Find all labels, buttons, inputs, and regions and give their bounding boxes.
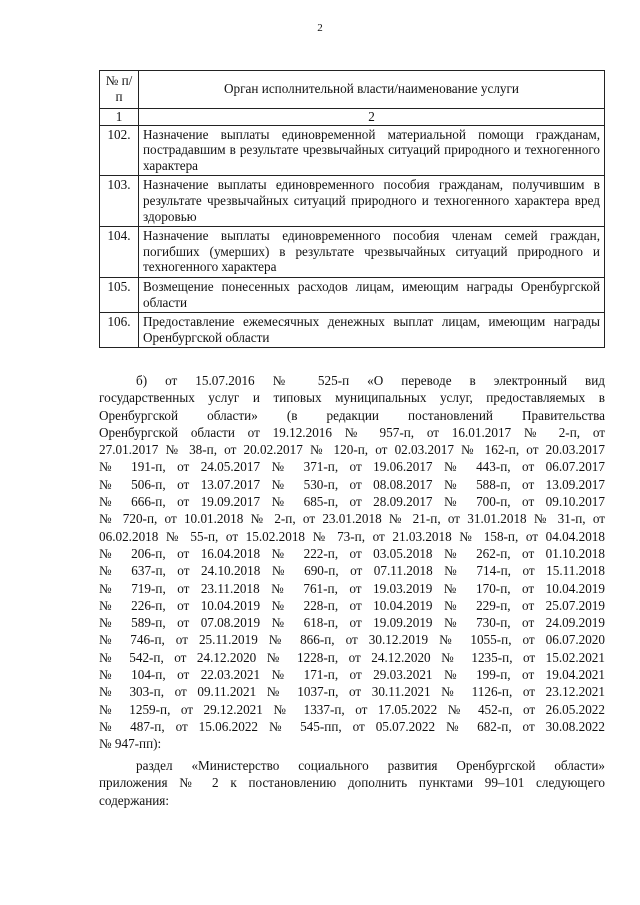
services-table: [99, 70, 605, 348]
text-line: государственных услуг и типовых муниципальных услуг, предоставляемых в: [99, 390, 605, 406]
text-line: № 719-п, от 23.11.2018 № 761-п, от 19.03.2019 № 170-п, от 10.04.2019: [99, 580, 605, 596]
text-line: № 104-п, от 22.03.2021 № 171-п, от 29.03.2021 № 199-п, от 19.04.2021: [99, 667, 605, 683]
text-line: приложения № 2 к постановлению дополнить пунктами 99–101 следующего: [99, 775, 605, 791]
text-line: раздел «Министерство социального развития Оренбургской области»: [136, 758, 605, 773]
text-line: № 506-п, от 13.07.2017 № 530-п, от 08.08.2017 № 588-п, от 13.09.2017: [99, 476, 605, 492]
table-row: [100, 176, 605, 227]
header-service-name: Орган исполнительной власти/наименование услуги: [139, 71, 605, 109]
text-line: № 487-п, от 15.06.2022 № 545-пп, от 05.07.2022 № 682-п, от 30.08.2022: [99, 718, 605, 734]
page-number: 2: [317, 22, 323, 34]
paragraph-b: [99, 372, 605, 753]
text-line: Оренбургской области» (в редакции постановлений Правительства: [99, 407, 605, 423]
row-number: 106.: [100, 313, 139, 348]
service-name: Назначение выплаты единовременного пособия членам семей граждан, погибших (умерших) в результате чрезвычайных ситуаций природного и техногенного характера: [139, 227, 605, 278]
row-number: 105.: [100, 277, 139, 312]
column-number: 1: [100, 109, 139, 126]
text-line: 27.01.2017 № 38-п, от 20.02.2017 № 120-п, от 02.03.2017 № 162-п, от 20.03.2017: [99, 442, 605, 458]
table-row: [100, 277, 605, 312]
table-row: [100, 313, 605, 348]
text-line: № 191-п, от 24.05.2017 № 371-п, от 19.06.2017 № 443-п, от 06.07.2017: [99, 459, 605, 475]
text-line: № 206-п, от 16.04.2018 № 222-п, от 03.05.2018 № 262-п, от 01.10.2018: [99, 545, 605, 561]
text-line: Оренбургской области от 19.12.2016 № 957-п, от 16.01.2017 № 2-п, от: [99, 424, 605, 440]
column-number-row: [100, 109, 605, 126]
paragraph-section: [99, 757, 605, 809]
table-row: [100, 227, 605, 278]
text-line: № 589-п, от 07.08.2019 № 618-п, от 19.09.2019 № 730-п, от 24.09.2019: [99, 615, 605, 631]
text-line: № 666-п, от 19.09.2017 № 685-п, от 28.09.2017 № 700-п, от 09.10.2017: [99, 494, 605, 510]
header-number: № п/п: [100, 71, 139, 109]
text-line: 06.02.2018 № 55-п, от 15.02.2018 № 73-п, от 21.03.2018 № 158-п, от 04.04.2018: [99, 528, 605, 544]
text-line: б) от 15.07.2016 № 525-п «О переводе в электронный вид: [136, 373, 605, 388]
text-line: № 947-пп):: [99, 736, 162, 752]
text-line: № 1259-п, от 29.12.2021 № 1337-п, от 17.05.2022 № 452-п, от 26.05.2022: [99, 701, 605, 717]
text-line: № 542-п, от 24.12.2020 № 1228-п, от 24.12.2020 № 1235-п, от 15.02.2021: [99, 649, 605, 665]
service-name: Возмещение понесенных расходов лицам, имеющим награды Оренбургской области: [139, 277, 605, 312]
text-line: № 746-п, от 25.11.2019 № 866-п, от 30.12.2019 № 1055-п, от 06.07.2020: [99, 632, 605, 648]
row-number: 102.: [100, 125, 139, 176]
row-number: 104.: [100, 227, 139, 278]
table-row: [100, 125, 605, 176]
text-line: № 720-п, от 10.01.2018 № 2-п, от 23.01.2018 № 21-п, от 31.01.2018 № 31-п, от: [99, 511, 605, 527]
service-name: Назначение выплаты единовременного пособия гражданам, получившим в результате чрезвычайных ситуаций природного и техногенного характера вред здоровью: [139, 176, 605, 227]
table-header-row: [100, 71, 605, 109]
column-number: 2: [139, 109, 605, 126]
text-line: № 637-п, от 24.10.2018 № 690-п, от 07.11.2018 № 714-п, от 15.11.2018: [99, 563, 605, 579]
row-number: 103.: [100, 176, 139, 227]
service-name: Предоставление ежемесячных денежных выплат лицам, имеющим награды Оренбургской области: [139, 313, 605, 348]
text-line: содержания:: [99, 792, 170, 808]
text-line: № 226-п, от 10.04.2019 № 228-п, от 10.04.2019 № 229-п, от 25.07.2019: [99, 597, 605, 613]
service-name: Назначение выплаты единовременной материальной помощи гражданам, пострадавшим в результате чрезвычайных ситуаций природного и техногенного характера: [139, 125, 605, 176]
text-line: № 303-п, от 09.11.2021 № 1037-п, от 30.11.2021 № 1126-п, от 23.12.2021: [99, 684, 605, 700]
